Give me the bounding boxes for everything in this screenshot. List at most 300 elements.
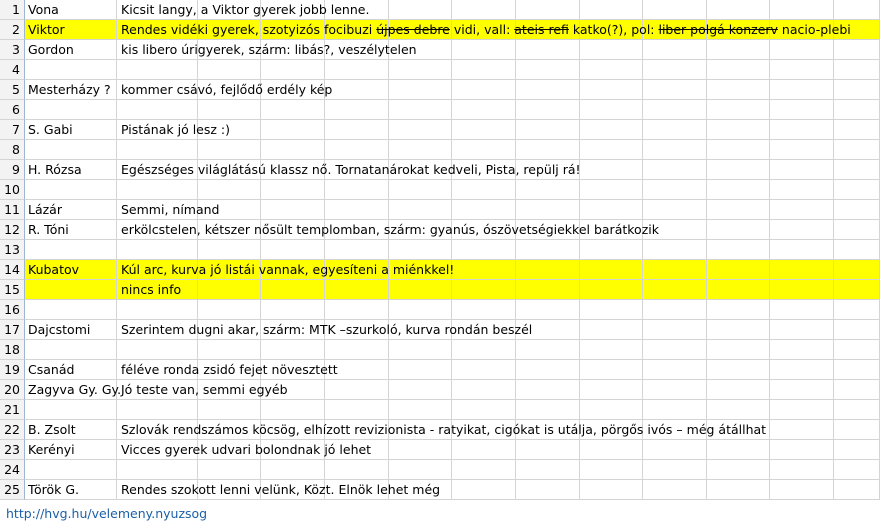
grid-cell[interactable] — [325, 400, 389, 420]
row-header[interactable]: 21 — [0, 400, 25, 420]
grid-cell[interactable] — [389, 340, 452, 360]
grid-cell[interactable] — [834, 160, 880, 180]
grid-cell[interactable] — [770, 120, 834, 140]
grid-cell[interactable] — [117, 100, 198, 120]
grid-cell[interactable] — [580, 120, 643, 140]
grid-cell[interactable] — [325, 460, 389, 480]
grid-cell[interactable] — [643, 340, 707, 360]
comment-cell-text — [121, 160, 581, 180]
comment-cell-text — [121, 440, 371, 460]
grid-cell[interactable] — [580, 80, 643, 100]
name-cell[interactable]: Kubatov — [25, 260, 117, 280]
grid-cell[interactable] — [198, 340, 261, 360]
grid-cell[interactable] — [834, 480, 880, 500]
grid-cell[interactable] — [643, 100, 707, 120]
grid-cell[interactable] — [261, 280, 325, 300]
grid-cell[interactable] — [516, 460, 580, 480]
comment-cell-text — [121, 80, 332, 100]
grid-cell[interactable] — [770, 480, 834, 500]
grid-cell[interactable] — [707, 260, 770, 280]
row-header[interactable]: 14 — [0, 260, 25, 280]
grid-cell[interactable] — [770, 0, 834, 20]
grid-cell[interactable] — [834, 380, 880, 400]
name-cell[interactable]: Viktor — [25, 20, 117, 40]
grid-cell[interactable] — [261, 60, 325, 80]
grid-cell[interactable] — [198, 180, 261, 200]
grid-cell[interactable] — [770, 260, 834, 280]
grid-cell[interactable] — [643, 180, 707, 200]
grid-cell[interactable] — [707, 40, 770, 60]
grid-cell[interactable] — [516, 340, 580, 360]
grid-cell[interactable] — [643, 260, 707, 280]
grid-cell[interactable] — [770, 460, 834, 480]
name-cell[interactable]: Dajcstomi — [25, 320, 117, 340]
grid-cell[interactable] — [770, 300, 834, 320]
grid-cell[interactable] — [580, 300, 643, 320]
grid-cell[interactable] — [452, 340, 516, 360]
grid-cell[interactable] — [389, 300, 452, 320]
name-cell[interactable]: S. Gabi — [25, 120, 117, 140]
grid-cell[interactable] — [452, 480, 516, 500]
name-cell[interactable] — [25, 180, 117, 200]
grid-cell[interactable] — [516, 280, 580, 300]
grid-cell[interactable] — [770, 440, 834, 460]
comment-text: Kúl arc, kurva jó listái vannak, egyesíteni a miénkkel! — [121, 262, 455, 277]
grid-cell[interactable] — [198, 60, 261, 80]
grid-cell[interactable] — [389, 360, 452, 380]
comment-text: nincs info — [121, 282, 182, 297]
grid-cell[interactable] — [770, 380, 834, 400]
grid-cell[interactable] — [770, 100, 834, 120]
grid-cell[interactable] — [834, 240, 880, 260]
name-cell[interactable]: Lázár — [25, 200, 117, 220]
grid-cell[interactable] — [516, 260, 580, 280]
grid-cell[interactable] — [198, 460, 261, 480]
row-header[interactable]: 22 — [0, 420, 25, 440]
comment-text: Kicsit langy, a Viktor gyerek jobb lenne. — [121, 2, 370, 17]
grid-cell[interactable] — [389, 440, 452, 460]
name-cell[interactable]: Zagyva Gy. Gy. — [25, 380, 117, 400]
grid-cell[interactable] — [834, 200, 880, 220]
grid-cell[interactable] — [707, 400, 770, 420]
grid-cell[interactable] — [198, 140, 261, 160]
grid-cell[interactable] — [452, 40, 516, 60]
grid-cell[interactable] — [117, 340, 198, 360]
grid-cell[interactable] — [516, 360, 580, 380]
name-cell[interactable]: Vona — [25, 0, 117, 20]
grid-cell[interactable] — [452, 260, 516, 280]
grid-cell[interactable] — [834, 140, 880, 160]
grid-cell[interactable] — [198, 280, 261, 300]
grid-cell[interactable] — [643, 60, 707, 80]
grid-cell[interactable] — [261, 200, 325, 220]
grid-cell[interactable] — [389, 0, 452, 20]
row-header[interactable]: 5 — [0, 80, 25, 100]
grid-cell[interactable] — [261, 460, 325, 480]
grid-cell[interactable] — [643, 320, 707, 340]
grid-cell[interactable] — [516, 380, 580, 400]
grid-cell[interactable] — [770, 200, 834, 220]
grid-cell[interactable] — [117, 60, 198, 80]
grid-cell[interactable] — [117, 460, 198, 480]
comment-text: Szlovák rendszámos köcsög, elhízott revizionista - ratyikat, cigókat is utálja, pörgős ivós – még átállhat — [121, 422, 767, 437]
grid-cell[interactable] — [580, 140, 643, 160]
grid-cell[interactable] — [834, 320, 880, 340]
name-cell[interactable] — [25, 400, 117, 420]
grid-cell[interactable] — [389, 400, 452, 420]
row-header[interactable]: 25 — [0, 480, 25, 500]
grid-cell[interactable] — [325, 100, 389, 120]
comment-text: erkölcstelen, kétszer nősült templomban, szárm: gyanús, ószövetségiekkel barátkozik — [121, 222, 659, 237]
row-header[interactable]: 9 — [0, 160, 25, 180]
row-header[interactable]: 20 — [0, 380, 25, 400]
grid-cell[interactable] — [580, 60, 643, 80]
name-cell[interactable] — [25, 140, 117, 160]
row-header[interactable]: 13 — [0, 240, 25, 260]
grid-cell[interactable] — [516, 200, 580, 220]
grid-cell[interactable] — [834, 180, 880, 200]
grid-cell[interactable] — [516, 300, 580, 320]
grid-cell[interactable] — [834, 420, 880, 440]
comment-text: Rendes vidéki gyerek, szotyizós focibuzi — [121, 22, 377, 37]
grid-cell[interactable] — [261, 400, 325, 420]
grid-cell[interactable] — [389, 200, 452, 220]
grid-cell[interactable] — [643, 80, 707, 100]
grid-cell[interactable] — [707, 440, 770, 460]
grid-cell[interactable] — [452, 440, 516, 460]
sheet-row — [0, 160, 880, 180]
grid-cell[interactable] — [580, 380, 643, 400]
grid-cell[interactable] — [770, 160, 834, 180]
grid-cell[interactable] — [707, 100, 770, 120]
row-header[interactable]: 11 — [0, 200, 25, 220]
grid-cell[interactable] — [770, 140, 834, 160]
comment-text: Szerintem dugni akar, szárm: MTK –szurkoló, kurva rondán beszél — [121, 322, 533, 337]
row-header[interactable]: 23 — [0, 440, 25, 460]
grid-cell[interactable] — [261, 100, 325, 120]
grid-cell[interactable] — [770, 360, 834, 380]
grid-cell[interactable] — [834, 440, 880, 460]
row-header[interactable]: 24 — [0, 460, 25, 480]
grid-cell[interactable] — [770, 320, 834, 340]
grid-cell[interactable] — [389, 380, 452, 400]
grid-cell[interactable] — [117, 300, 198, 320]
comment-text: kommer csávó, fejlődő erdély kép — [121, 82, 333, 97]
grid-cell[interactable] — [707, 320, 770, 340]
grid-cell[interactable] — [834, 300, 880, 320]
struck-text: liber polgá konzerv — [658, 22, 778, 37]
grid-cell[interactable] — [580, 240, 643, 260]
grid-cell[interactable] — [770, 420, 834, 440]
grid-cell[interactable] — [516, 140, 580, 160]
grid-cell[interactable] — [770, 40, 834, 60]
grid-cell[interactable] — [643, 0, 707, 20]
comment-cell-text — [121, 200, 220, 220]
grid-cell[interactable] — [580, 260, 643, 280]
grid-cell[interactable] — [643, 280, 707, 300]
grid-cell[interactable] — [580, 360, 643, 380]
grid-cell[interactable] — [770, 280, 834, 300]
grid-cell[interactable] — [580, 40, 643, 60]
grid-cell[interactable] — [707, 480, 770, 500]
grid-cell[interactable] — [770, 240, 834, 260]
grid-cell[interactable] — [452, 360, 516, 380]
row-header[interactable]: 17 — [0, 320, 25, 340]
grid-cell[interactable] — [643, 200, 707, 220]
name-cell[interactable] — [25, 340, 117, 360]
grid-cell[interactable] — [516, 60, 580, 80]
grid-cell[interactable] — [580, 320, 643, 340]
grid-cell[interactable] — [643, 400, 707, 420]
name-cell[interactable]: Gordon — [25, 40, 117, 60]
grid-cell[interactable] — [261, 140, 325, 160]
name-cell[interactable]: B. Zsolt — [25, 420, 117, 440]
grid-cell[interactable] — [198, 100, 261, 120]
grid-cell[interactable] — [707, 460, 770, 480]
grid-cell[interactable] — [643, 240, 707, 260]
grid-cell[interactable] — [452, 460, 516, 480]
sheet-row — [0, 320, 880, 340]
row-header[interactable]: 16 — [0, 300, 25, 320]
grid-cell[interactable] — [452, 280, 516, 300]
grid-cell[interactable] — [325, 300, 389, 320]
grid-cell[interactable] — [516, 100, 580, 120]
row-header[interactable]: 18 — [0, 340, 25, 360]
grid-cell[interactable] — [261, 340, 325, 360]
grid-cell[interactable] — [516, 440, 580, 460]
grid-cell[interactable] — [580, 400, 643, 420]
row-header[interactable]: 19 — [0, 360, 25, 380]
comment-cell-text — [121, 0, 369, 20]
grid-cell[interactable] — [452, 240, 516, 260]
row-header[interactable]: 3 — [0, 40, 25, 60]
row-header[interactable]: 8 — [0, 140, 25, 160]
name-cell[interactable]: Csanád — [25, 360, 117, 380]
grid-cell[interactable] — [452, 400, 516, 420]
grid-cell[interactable] — [770, 340, 834, 360]
grid-cell[interactable] — [516, 40, 580, 60]
sheet-row — [0, 400, 880, 420]
name-cell[interactable] — [25, 460, 117, 480]
sheet-row — [0, 200, 880, 220]
comment-cell-text — [121, 420, 766, 440]
grid-cell[interactable] — [834, 0, 880, 20]
grid-cell[interactable] — [834, 60, 880, 80]
grid-cell[interactable] — [117, 240, 198, 260]
grid-cell[interactable] — [834, 100, 880, 120]
comment-cell-text — [121, 220, 659, 240]
grid-cell[interactable] — [198, 300, 261, 320]
grid-cell[interactable] — [707, 140, 770, 160]
name-cell[interactable]: H. Rózsa — [25, 160, 117, 180]
grid-cell[interactable] — [580, 480, 643, 500]
grid-cell[interactable] — [643, 40, 707, 60]
grid-cell[interactable] — [834, 460, 880, 480]
comment-cell-text — [121, 380, 288, 400]
grid-cell[interactable] — [707, 180, 770, 200]
grid-cell[interactable] — [707, 360, 770, 380]
grid-cell[interactable] — [643, 160, 707, 180]
sheet-row — [0, 140, 880, 160]
sheet-row — [0, 340, 880, 360]
comment-text: Rendes szokott lenni velünk, Közt. Elnök lehet még — [121, 482, 441, 497]
grid-cell[interactable] — [516, 120, 580, 140]
grid-cell[interactable] — [770, 180, 834, 200]
grid-cell[interactable] — [707, 240, 770, 260]
grid-cell[interactable] — [516, 80, 580, 100]
grid-cell[interactable] — [325, 80, 389, 100]
grid-cell[interactable] — [389, 120, 452, 140]
grid-cell[interactable] — [452, 300, 516, 320]
grid-cell[interactable] — [325, 180, 389, 200]
grid-cell[interactable] — [389, 180, 452, 200]
grid-cell[interactable] — [389, 460, 452, 480]
grid-cell[interactable] — [707, 0, 770, 20]
grid-cell[interactable] — [325, 140, 389, 160]
grid-cell[interactable] — [452, 180, 516, 200]
grid-cell[interactable] — [452, 200, 516, 220]
row-header[interactable]: 12 — [0, 220, 25, 240]
comment-text: katko(?), pol: — [568, 22, 659, 37]
grid-cell[interactable] — [325, 120, 389, 140]
grid-cell[interactable] — [580, 0, 643, 20]
grid-cell[interactable] — [325, 340, 389, 360]
grid-cell[interactable] — [643, 360, 707, 380]
grid-cell[interactable] — [580, 100, 643, 120]
grid-cell[interactable] — [117, 400, 198, 420]
grid-cell[interactable] — [325, 200, 389, 220]
grid-cell[interactable] — [261, 180, 325, 200]
grid-cell[interactable] — [580, 200, 643, 220]
grid-cell[interactable] — [516, 240, 580, 260]
name-cell[interactable] — [25, 100, 117, 120]
grid-cell[interactable] — [261, 120, 325, 140]
name-cell[interactable]: Kerényi — [25, 440, 117, 460]
name-cell[interactable]: Török G. — [25, 480, 117, 500]
grid-cell[interactable] — [770, 220, 834, 240]
struck-text: ateis refi — [514, 22, 569, 37]
grid-cell[interactable] — [643, 380, 707, 400]
grid-cell[interactable] — [643, 140, 707, 160]
row-header[interactable]: 1 — [0, 0, 25, 20]
grid-cell[interactable] — [389, 140, 452, 160]
grid-cell[interactable] — [198, 400, 261, 420]
grid-cell[interactable] — [707, 280, 770, 300]
grid-cell[interactable] — [643, 120, 707, 140]
name-cell[interactable]: R. Tóni — [25, 220, 117, 240]
grid-cell[interactable] — [325, 60, 389, 80]
grid-cell[interactable] — [452, 80, 516, 100]
grid-cell[interactable] — [770, 60, 834, 80]
grid-cell[interactable] — [580, 180, 643, 200]
grid-cell[interactable] — [325, 240, 389, 260]
grid-cell[interactable] — [325, 280, 389, 300]
grid-cell[interactable] — [452, 60, 516, 80]
row-header[interactable]: 10 — [0, 180, 25, 200]
grid-cell[interactable] — [707, 120, 770, 140]
grid-cell[interactable] — [452, 0, 516, 20]
name-cell[interactable] — [25, 280, 117, 300]
grid-cell[interactable] — [707, 380, 770, 400]
grid-cell[interactable] — [198, 240, 261, 260]
grid-cell[interactable] — [516, 480, 580, 500]
grid-cell[interactable] — [643, 480, 707, 500]
grid-cell[interactable] — [389, 80, 452, 100]
grid-cell[interactable] — [707, 60, 770, 80]
row-header[interactable]: 2 — [0, 20, 25, 40]
grid-cell[interactable] — [643, 300, 707, 320]
grid-cell[interactable] — [261, 300, 325, 320]
grid-cell[interactable] — [834, 340, 880, 360]
grid-cell[interactable] — [452, 140, 516, 160]
grid-cell[interactable] — [580, 160, 643, 180]
grid-cell[interactable] — [117, 180, 198, 200]
grid-cell[interactable] — [707, 200, 770, 220]
grid-cell[interactable] — [261, 240, 325, 260]
row-header[interactable]: 6 — [0, 100, 25, 120]
grid-cell[interactable] — [580, 440, 643, 460]
sheet-row — [0, 0, 880, 20]
name-cell[interactable]: Mesterházy ? — [25, 80, 117, 100]
grid-cell[interactable] — [117, 140, 198, 160]
name-cell[interactable] — [25, 240, 117, 260]
grid-cell[interactable] — [516, 180, 580, 200]
grid-cell[interactable] — [643, 460, 707, 480]
grid-cell[interactable] — [580, 280, 643, 300]
grid-cell[interactable] — [516, 0, 580, 20]
grid-cell[interactable] — [834, 280, 880, 300]
grid-cell[interactable] — [834, 360, 880, 380]
grid-cell[interactable] — [452, 100, 516, 120]
source-url[interactable]: http://hvg.hu/velemeny.nyuzsog — [6, 506, 208, 521]
grid-cell[interactable] — [452, 380, 516, 400]
grid-cell[interactable] — [834, 80, 880, 100]
grid-cell[interactable] — [707, 160, 770, 180]
grid-cell[interactable] — [580, 340, 643, 360]
grid-cell[interactable] — [580, 460, 643, 480]
name-cell[interactable] — [25, 60, 117, 80]
grid-cell[interactable] — [834, 40, 880, 60]
comment-text: vidi, vall: — [449, 22, 515, 37]
row-header[interactable]: 7 — [0, 120, 25, 140]
grid-cell[interactable] — [834, 260, 880, 280]
grid-cell[interactable] — [834, 120, 880, 140]
grid-cell[interactable] — [707, 300, 770, 320]
row-header[interactable]: 4 — [0, 60, 25, 80]
grid-cell[interactable] — [389, 240, 452, 260]
grid-cell[interactable] — [707, 220, 770, 240]
grid-cell[interactable] — [707, 80, 770, 100]
sheet-row — [0, 480, 880, 500]
grid-cell[interactable] — [325, 380, 389, 400]
grid-cell[interactable] — [389, 60, 452, 80]
sheet-row — [0, 100, 880, 120]
row-header[interactable]: 15 — [0, 280, 25, 300]
sheet-row — [0, 80, 880, 100]
grid-cell[interactable] — [770, 400, 834, 420]
comment-text: Semmi, nímand — [121, 202, 220, 217]
grid-cell[interactable] — [707, 340, 770, 360]
grid-cell[interactable] — [770, 80, 834, 100]
grid-cell[interactable] — [834, 220, 880, 240]
grid-cell[interactable] — [834, 400, 880, 420]
grid-cell[interactable] — [389, 100, 452, 120]
grid-cell[interactable] — [643, 440, 707, 460]
grid-cell[interactable] — [389, 280, 452, 300]
grid-cell[interactable] — [452, 120, 516, 140]
grid-cell[interactable] — [516, 400, 580, 420]
name-cell[interactable] — [25, 300, 117, 320]
